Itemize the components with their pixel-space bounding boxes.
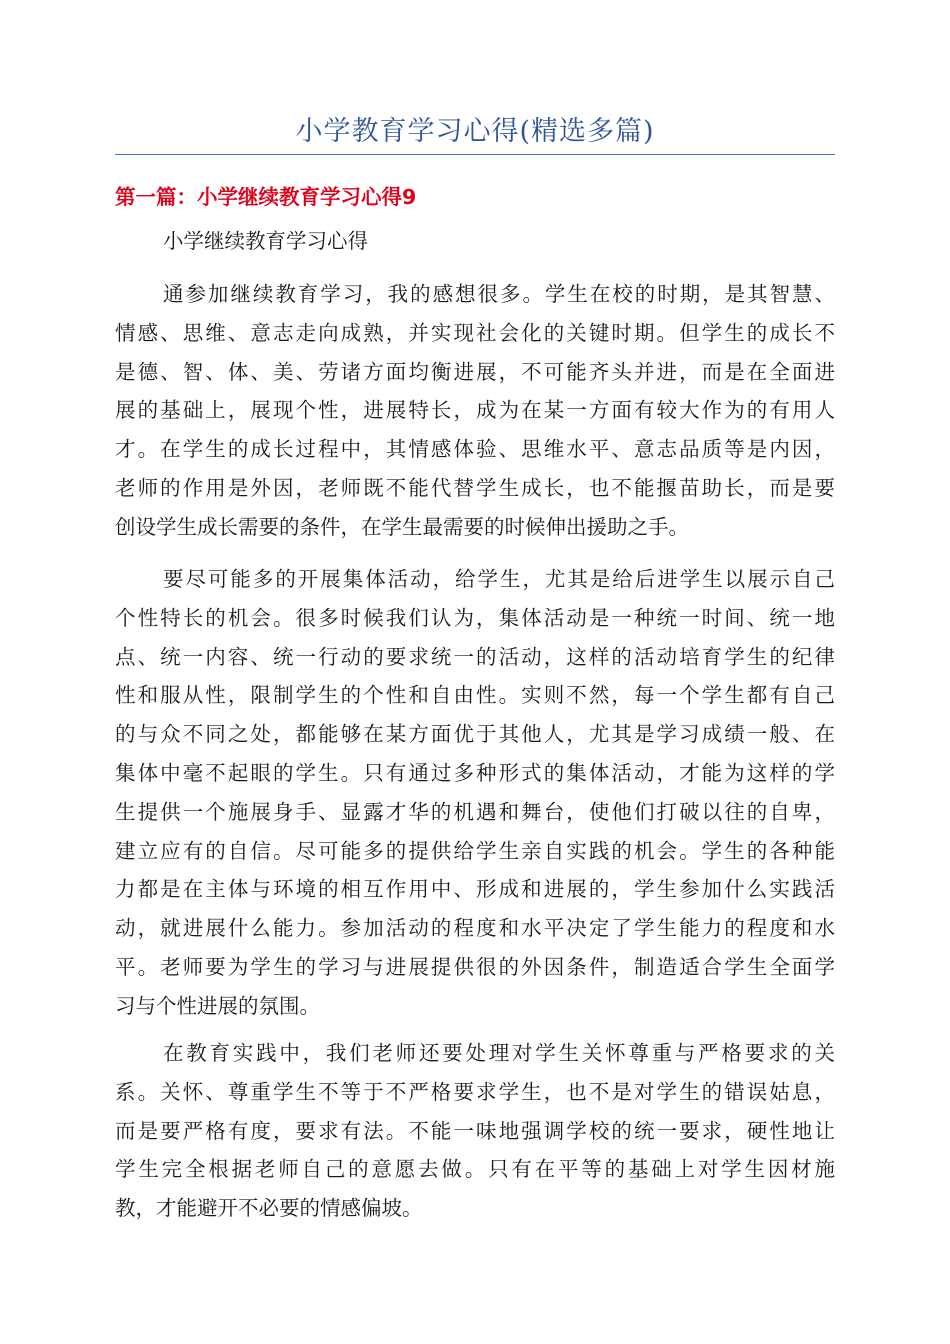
document-title: 小学教育学习心得(精选多篇) — [295, 116, 655, 147]
paragraph-1 — [115, 275, 835, 547]
paragraph-line: 动，就进展什么能力。参加活动的程度和水平决定了学生能力的程度和水 — [115, 916, 835, 941]
paragraph-line: 生提供一个施展身手、显露才华的机遇和舞台，使他们打破以往的自卑， — [115, 799, 835, 824]
paragraph-line: 的与众不同之处，都能够在某方面优于其他人，尤其是学习成绩一般、在 — [115, 722, 835, 747]
title-underline — [115, 154, 835, 155]
paragraph-line: 要尽可能多的开展集体活动，给学生，尤其是给后进学生以展示自己 — [163, 567, 835, 591]
paragraph-line: 情感、思维、意志走向成熟，并实现社会化的关键时期。但学生的成长不 — [115, 320, 835, 345]
paragraph-line: 通参加继续教育学习，我的感想很多。学生在校的时期，是其智慧、 — [163, 282, 835, 306]
paragraph-line: 系。关怀、尊重学生不等于不严格要求学生，也不是对学生的错误姑息， — [115, 1079, 835, 1104]
paragraph-line: 展的基础上，展现个性，进展特长，成为在某一方面有较大作为的有用人 — [115, 398, 835, 423]
paragraph-line: 性和服从性，限制学生的个性和自由性。实则不然，每一个学生都有自己 — [115, 683, 835, 708]
paragraph-line: 创设学生成长需要的条件，在学生最需要的时候伸出援助之手。 — [115, 514, 689, 539]
section-subtitle: 小学继续教育学习心得 — [163, 229, 368, 253]
paragraph-line: 集体中毫不起眼的学生。只有通过多种形式的集体活动，才能为这样的学 — [115, 760, 835, 785]
paragraph-line: 是德、智、体、美、劳诸方面均衡进展，不可能齐头并进，而是在全面进 — [115, 359, 835, 384]
paragraph-line: 学生完全根据老师自己的意愿去做。只有在平等的基础上对学生因材施 — [115, 1157, 835, 1182]
paragraph-line: 个性特长的机会。很多时候我们认为，集体活动是一种统一时间、统一地 — [115, 605, 835, 630]
paragraph-line: 点、统一内容、统一行动的要求统一的活动，这样的活动培育学生的纪律 — [115, 644, 835, 669]
paragraph-line: 教，才能避开不必要的情感偏坡。 — [115, 1196, 423, 1221]
paragraph-line: 习与个性进展的氛围。 — [115, 993, 320, 1018]
paragraph-line: 建立应有的自信。尽可能多的提供给学生亲自实践的机会。学生的各种能 — [115, 838, 835, 863]
section-heading: 第一篇：小学继续教育学习心得9 — [115, 185, 417, 209]
paragraph-line: 老师的作用是外因，老师既不能代替学生成长，也不能揠苗助长，而是要 — [115, 475, 835, 500]
paragraph-2 — [115, 560, 835, 1026]
paragraph-line: 在教育实践中，我们老师还要处理对学生关怀尊重与严格要求的关 — [163, 1041, 835, 1065]
paragraph-3 — [115, 1034, 835, 1228]
paragraph-line: 而是要严格有度，要求有法。不能一味地强调学校的统一要求，硬性地让 — [115, 1118, 835, 1143]
paragraph-line: 力都是在主体与环境的相互作用中、形成和进展的，学生参加什么实践活 — [115, 877, 835, 902]
paragraph-line: 平。老师要为学生的学习与进展提供很的外因条件，制造适合学生全面学 — [115, 954, 835, 979]
paragraph-line: 才。在学生的成长过程中，其情感体验、思维水平、意志品质等是内因， — [115, 437, 835, 462]
